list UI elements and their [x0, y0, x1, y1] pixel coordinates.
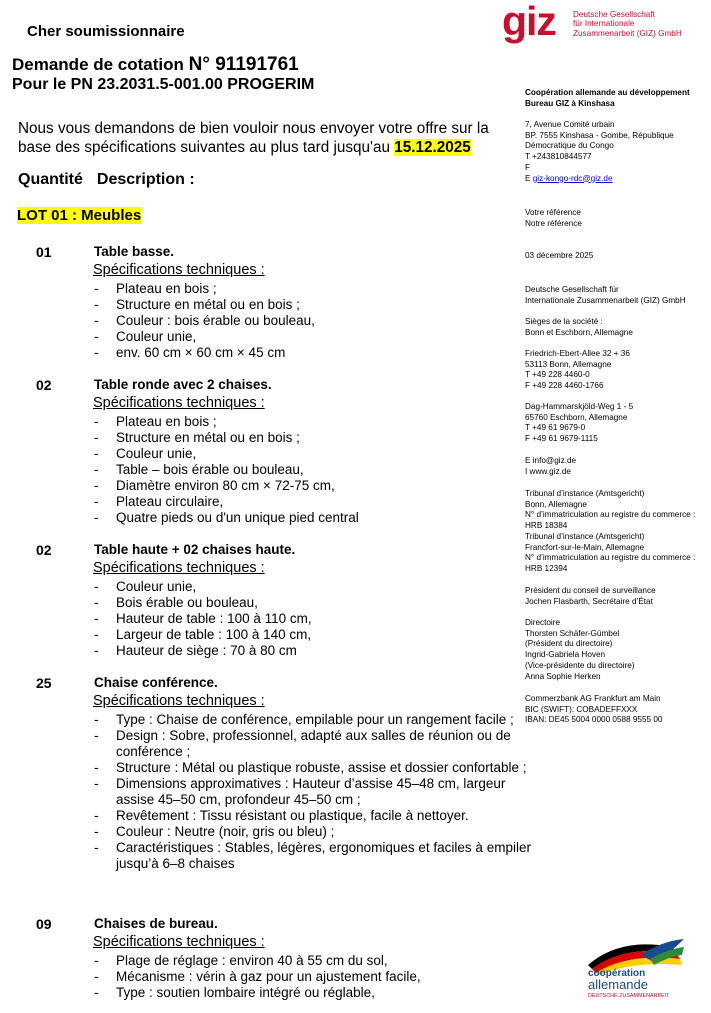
spec-item: - Bois érable ou bouleau, [92, 595, 532, 611]
sidebar-web [525, 456, 711, 477]
spec-item: - Couleur unie, [92, 446, 532, 462]
spec-item: - env. 60 cm × 60 cm × 45 cm [92, 345, 532, 361]
giz-logo-text: giz [502, 0, 556, 44]
directors-line: Directoire [525, 618, 561, 627]
spec-item: - Table – bois érable ou bouleau, [92, 462, 532, 478]
eschborn-line: Dag-Hammarskjöld-Weg 1 - 5 [525, 402, 634, 411]
sidebar-eschborn [525, 402, 711, 445]
item-name: Table haute + 02 chaises haute. [94, 542, 296, 557]
spec-item: - Type : Chaise de conférence, empilable pour un rangement facile ; [92, 712, 532, 728]
address-line: 7, Avenue Comité urbain [525, 120, 615, 129]
spec-item: - Revêtement : Tissu résistant ou plastique, facile à nettoyer. [92, 808, 532, 824]
spec-item: - Mécanisme : vérin à gaz pour un ajustement facile, [92, 969, 532, 985]
spec-list [92, 414, 532, 526]
bonn-line: F +49 228 4460-1766 [525, 381, 604, 391]
giz-logo-line: Zusammenarbeit (GIZ) GmbH [573, 28, 682, 38]
sidebar-bonn [525, 349, 711, 392]
email-line [525, 174, 711, 185]
spec-item: - Type : soutien lombaire intégré ou réglable, [92, 985, 532, 1001]
spec-item: - Plateau en bois ; [92, 414, 532, 430]
intro-text: Nous vous demandons de bien vouloir nous envoyer votre offre sur la base des spécifications suivantes au plus tard jusqu'au [18, 120, 489, 156]
sidebar-court [525, 489, 711, 575]
court-line: N° d’immatriculation au registre du commerce : [525, 510, 696, 520]
spec-item: - Hauteur de siège : 70 à 80 cm [92, 643, 532, 659]
court-line: HRB 12394 [525, 563, 568, 573]
spec-heading: Spécifications techniques : [93, 693, 265, 709]
intro-paragraph [18, 119, 518, 157]
coop-line2: allemande [588, 977, 648, 992]
our-reference: Notre référence [525, 218, 582, 228]
quantity-header: Quantité [18, 171, 83, 188]
sidebar-board [525, 586, 711, 607]
court-line: Bonn, Allemagne [525, 499, 587, 509]
item-name: Table basse. [94, 244, 175, 259]
eschborn-line: F +49 61 9679-1115 [525, 434, 598, 444]
bank-line: IBAN: DE45 5004 0000 0588 9555 00 [525, 715, 663, 725]
greeting: Cher soumissionnaire [27, 23, 185, 40]
lot-heading: LOT 01 : Meubles [17, 207, 142, 224]
seats-line: Bonn et Eschborn, Allemagne [525, 327, 633, 337]
eschborn-line: 65760 Eschborn, Allemagne [525, 412, 628, 422]
sidebar-address [525, 120, 711, 184]
address-line: F [525, 162, 531, 172]
board-line: Président du conseil de surveillance [525, 586, 656, 595]
seats-line: Sièges de la société : [525, 317, 603, 326]
directors-line: Thorsten Schäfer-Gümbel [525, 628, 620, 638]
court-line: N° d’immatriculation au registre du commerce : [525, 553, 696, 563]
court-line: Tribunal d’instance (Amtsgericht) [525, 489, 645, 498]
sidebar-seats [525, 317, 711, 338]
spec-item: - Couleur : Neutre (noir, gris ou bleu) ; [92, 824, 532, 840]
spec-list [92, 281, 532, 361]
quotation-title [12, 54, 299, 76]
project-number: Pour le PN 23.2031.5-001.00 PROGERIM [12, 76, 315, 93]
spec-item: - Design : Sobre, professionnel, adapté aux salles de réunion ou de conférence ; [92, 728, 532, 760]
directors-line: Anna Sophie Herken [525, 671, 601, 681]
sidebar-directors [525, 618, 711, 682]
spec-heading: Spécifications techniques : [93, 262, 265, 278]
spec-item: - Quatre pieds ou d'un unique pied central [92, 510, 532, 526]
org-line: Bureau GIZ à Kinshasa [525, 98, 615, 108]
description-header: Description : [96, 171, 195, 188]
legal-line: Internationale Zusammenarbeit (GIZ) GmbH [525, 295, 686, 305]
spec-item: - Couleur unie, [92, 329, 532, 345]
court-line: Francfort-sur-le-Main, Allemagne [525, 542, 645, 552]
item-quantity: 02 [36, 542, 52, 558]
item-quantity: 01 [36, 244, 52, 260]
spec-item: - Structure : Métal ou plastique robuste, assise et dossier confortable ; [92, 760, 532, 776]
spec-item: - Dimensions approximatives : Hauteur d’assise 45–48 cm, largeur assise 45–50 cm, profondeur 45–50 cm ; [92, 776, 532, 808]
directors-line: (Président du directoire) [525, 639, 613, 649]
deadline-date: 15.12.2025 [394, 139, 471, 156]
court-line: HRB 18384 [525, 521, 568, 531]
web-line: E info@giz.de [525, 456, 577, 465]
your-reference: Votre référence [525, 208, 581, 217]
web-line: I www.giz.de [525, 466, 571, 476]
spec-item: - Structure en métal ou en bois ; [92, 297, 532, 313]
eschborn-line: T +49 61 9679-0 [525, 423, 586, 433]
coop-line1: coopération [588, 968, 646, 979]
court-line: Tribunal d’instance (Amtsgericht) [525, 531, 645, 541]
spec-item: - Couleur unie, [92, 579, 532, 595]
email-prefix: E [525, 173, 533, 183]
spec-list [92, 712, 532, 872]
spec-list [92, 579, 532, 659]
spec-heading: Spécifications techniques : [93, 934, 265, 950]
bonn-line: 53113 Bonn, Allemagne [525, 359, 612, 369]
giz-logo-lines [573, 10, 711, 38]
spec-item: - Diamètre environ 80 cm × 72-75 cm, [92, 478, 532, 494]
spec-item: - Plateau circulaire, [92, 494, 532, 510]
spec-list [92, 953, 532, 1001]
cooperation-allemande-logo [580, 935, 690, 1010]
address-line: Démocratique du Congo [525, 141, 614, 151]
address-line: BP. 7555 Kinshasa - Gombe, République [525, 130, 674, 140]
sidebar-legal [525, 285, 711, 306]
giz-logo-line: Deutsche Gesellschaft [573, 10, 655, 19]
spec-heading: Spécifications techniques : [93, 560, 265, 576]
address-line: T +243810844577 [525, 152, 592, 162]
email-link[interactable]: giz-kongo-rdc@giz.de [532, 173, 613, 183]
legal-line: Deutsche Gesellschaft für [525, 285, 619, 294]
coop-line3: DEUTSCHE ZUSAMMENARBEIT [588, 993, 670, 999]
board-line: Jochen Flasbarth, Secrétaire d’État [525, 596, 653, 606]
item-quantity: 02 [36, 377, 52, 393]
item-quantity: 09 [36, 916, 52, 932]
org-line: Coopération allemande au développement [525, 88, 690, 97]
item-name: Chaises de bureau. [94, 916, 218, 931]
spec-item: - Caractéristiques : Stables, légères, ergonomiques et faciles à empiler jusqu’à 6–8 chaises [92, 840, 532, 872]
sidebar-refs [525, 208, 711, 229]
sidebar-org [525, 88, 711, 109]
sidebar-bank [525, 694, 711, 726]
bank-line: Commerzbank AG Frankfurt am Main [525, 694, 661, 703]
item-name: Table ronde avec 2 chaises. [94, 377, 272, 392]
document-date: 03 décembre 2025 [525, 251, 594, 260]
spec-item: - Structure en métal ou en bois ; [92, 430, 532, 446]
directors-line: Ingrid-Gabriela Hoven [525, 650, 606, 660]
spec-item: - Couleur : bois érable ou bouleau, [92, 313, 532, 329]
title-prefix: Demande de cotation [12, 55, 189, 74]
item-name: Chaise conférence. [94, 675, 218, 690]
spec-item: - Plateau en bois ; [92, 281, 532, 297]
directors-line: (Vice-présidente du directoire) [525, 660, 635, 670]
spec-item: - Plage de réglage : environ 40 à 55 cm du sol, [92, 953, 532, 969]
bonn-line: Friedrich-Ebert-Allee 32 + 36 [525, 349, 630, 358]
quotation-number: N° 91191761 [188, 54, 299, 75]
spec-item: - Hauteur de table : 100 à 110 cm, [92, 611, 532, 627]
bank-line: BIC (SWIFT): COBADEFFXXX [525, 704, 638, 714]
column-headers [18, 171, 195, 189]
giz-logo-line: für Internationale [573, 19, 635, 29]
spec-heading: Spécifications techniques : [93, 395, 265, 411]
item-quantity: 25 [36, 675, 52, 691]
spec-item: - Largeur de table : 100 à 140 cm, [92, 627, 532, 643]
bonn-line: T +49 228 4460-0 [525, 370, 590, 380]
